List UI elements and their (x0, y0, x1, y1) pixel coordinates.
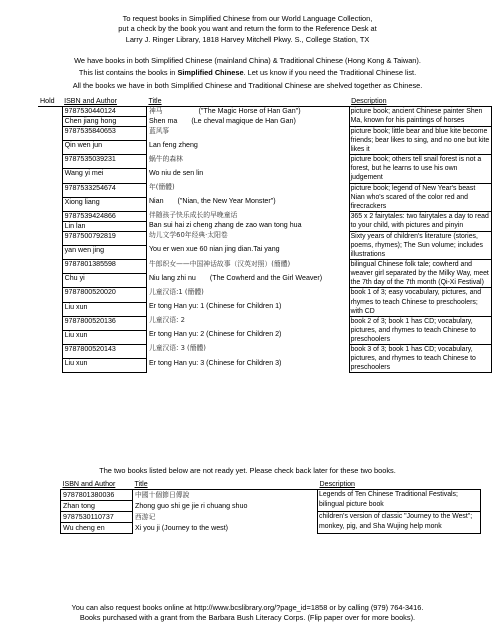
description-cell: book 3 of 3; book 1 has CD; vocabulary, pictures, and rhymes to teach Chinese to preschoolers (349, 344, 491, 372)
pinyin-cell (146, 359, 349, 373)
title-cell (146, 127, 349, 141)
pinyin-cell (146, 245, 349, 259)
pinyin-cell (146, 221, 349, 231)
table-row (38, 344, 492, 358)
author-cell: Qin wen jun (62, 141, 146, 155)
footer-line: Books purchased with a grant from the Barbara Bush Literacy Corps. (Flip paper over for more books). (79, 613, 416, 623)
author-cell: Xiong liang (62, 197, 146, 211)
info-line-2-pre: This list contains the books in (78, 68, 178, 78)
hold-checkbox-cell[interactable] (38, 260, 62, 288)
description-cell: Legends of Ten Chinese Traditional Festivals; bilingual picture book (318, 490, 481, 512)
table-row (38, 183, 492, 197)
title-cell (146, 316, 349, 330)
pinyin-cell (146, 117, 349, 127)
table-header-row (61, 479, 481, 490)
pinyin-title: Er tong Han yu: 2 (Chinese for Children 2) (148, 330, 282, 339)
author-cell: yan wen jing (62, 245, 146, 259)
table-row (38, 260, 492, 274)
pinyin-title: Wo niu de sen lin (148, 168, 204, 177)
table-row (61, 512, 481, 523)
title-cell (146, 211, 349, 221)
description-cell: Sixty years of children's literature (stories, poems, rhymes); The Sun volume; includes illustrations (349, 231, 491, 259)
info-line-2-bold: Simplified Chinese (177, 68, 244, 78)
description-cell: bilingual Chinese folk tale; cowherd and weaver girl separated by the Milky Way, meet the 7th day of the 7th month (Qi-Xi Festival) (349, 260, 491, 288)
table-row (38, 107, 492, 117)
pinyin-title: Xi you ji (Journey to the west) (135, 523, 229, 532)
isbn-cell: 9787801380036 (61, 490, 133, 501)
description-cell: children's version of classic "Journey to the West"; monkey, pig, and Sha Wujing help monk (318, 512, 481, 534)
intro-line: Larry J. Ringer Library, 1818 Harvey Mitchell Pkwy. S., College Station, TX (125, 34, 370, 44)
isbn-cell: 9787535840653 (62, 127, 146, 141)
author-cell: Chen jiang hong (62, 117, 146, 127)
pinyin-cell (146, 197, 349, 211)
pinyin-translation: (The Cowherd and the Girl Weaver) (209, 273, 323, 282)
chinese-title: 年(簡體) (148, 183, 175, 192)
description-header: Description (349, 97, 491, 107)
hold-checkbox-cell[interactable] (38, 127, 62, 155)
author-cell: Zhan tong (61, 501, 133, 512)
isbn-cell: 9787530110737 (61, 512, 133, 523)
intro-line: To request books in Simplified Chinese from our World Language Collection, (122, 14, 373, 23)
upcoming-books-table (60, 479, 481, 534)
chinese-title: 西游记 (135, 512, 156, 521)
upcoming-body (61, 490, 481, 534)
pinyin-title: Shen ma (148, 116, 178, 125)
title-header: Title (133, 479, 318, 490)
chinese-title: 伴随孩子快乐成长的早晚童话 (148, 211, 238, 220)
pinyin-title: Er tong Han yu: 3 (Chinese for Children 3) (148, 358, 282, 367)
hold-checkbox-cell[interactable] (38, 288, 62, 316)
chinese-title: 中國十個節日傳說 (135, 491, 190, 499)
description-cell: book 2 of 3; book 1 has CD; vocabulary, pictures, and rhymes to teach Chinese to preschoolers (349, 316, 491, 344)
table-row (38, 155, 492, 169)
english-title: ("The Magic Horse of Han Gan") (198, 107, 301, 115)
chinese-title: 儿童汉语: 2 (148, 316, 185, 325)
pinyin-cell (146, 302, 349, 316)
info-line-1: We have books in both Simplified Chinese (mainland China) & Traditional Chinese (Hong Kong & Taiwan). (74, 56, 421, 65)
table-row (38, 127, 492, 141)
title-cell (146, 231, 349, 245)
pinyin-title: You er wen xue 60 nian jing dian.Tai yang (148, 245, 280, 254)
pinyin-cell (146, 274, 349, 288)
pinyin-title: Nian (148, 197, 164, 206)
chinese-title: 蓝风筝 (148, 126, 170, 135)
pinyin-cell (146, 330, 349, 344)
isbn-cell: 9787800520020 (62, 288, 146, 302)
title-cell (146, 260, 349, 274)
author-cell: Liu xun (62, 302, 146, 316)
hold-checkbox-cell[interactable] (38, 211, 62, 231)
chinese-title: 蜗牛的森林 (148, 154, 183, 163)
author-cell: Liu xun (62, 359, 146, 373)
info-line-3: All the books we have in both Simplified Chinese and Traditional Chinese are shelved together as Chinese. (72, 80, 423, 90)
title-cell (146, 344, 349, 358)
description-header: Description (318, 479, 481, 490)
table-row (38, 316, 492, 330)
chinese-title: 牛郎织女——中国神话故事（汉英对照）(簡體) (148, 259, 291, 268)
isbn-cell: 9787539424866 (62, 211, 146, 221)
title-cell (146, 155, 349, 169)
description-cell: picture book; others tell snail forest is not a forest, but he learns to use his own judgement (349, 155, 491, 183)
author-cell: Chu yi (62, 274, 146, 288)
author-cell: Lin lan (62, 221, 146, 231)
pinyin-cell (146, 169, 349, 183)
info-paragraph (0, 55, 495, 92)
pinyin-title: Ban sui hai zi cheng zhang de zao wan tong hua (148, 221, 302, 230)
description-cell: 365 x 2 fairytales: two fairytales a day to read to your child, with pictures and pinyin (349, 211, 491, 231)
description-cell: book 1 of 3; easy vocabulary, pictures, and rhymes to teach Chinese to preschoolers; with CD (349, 288, 491, 316)
title-cell (146, 107, 349, 117)
books-body (38, 107, 492, 373)
info-line-2-post: . Let us know if you need the Traditional Chinese list. (243, 68, 417, 78)
table-row (38, 211, 492, 221)
hold-checkbox-cell[interactable] (38, 344, 62, 372)
table-row (38, 231, 492, 245)
hold-checkbox-cell[interactable] (38, 231, 62, 259)
author-cell: Wang yi mei (62, 169, 146, 183)
hold-checkbox-cell[interactable] (38, 155, 62, 183)
description-cell: picture book; little bear and blue kite become friends; bear likes to sing, and no one but kite likes it (349, 127, 491, 155)
chinese-title: 儿童汉语: 3 (簡體) (148, 344, 206, 353)
hold-checkbox-cell[interactable] (38, 107, 62, 127)
pinyin-title: Niu lang zhi nu (148, 273, 196, 282)
pinyin-cell (146, 141, 349, 155)
footer-line: You can also request books online at http://www.bcslibrary.org/?page_id=1858 or by calling (979) 764-3416. (71, 603, 424, 612)
isbn-cell: 9787535039231 (62, 155, 146, 169)
chinese-title: 幼儿文学60年经典·太阳卷 (148, 231, 228, 240)
isbn-cell: 9787530440124 (62, 107, 146, 117)
title-cell (146, 183, 349, 197)
isbn-header: ISBN and Author (62, 97, 146, 107)
chinese-title: 神马 (148, 107, 163, 115)
chinese-title: 儿童汉语:1 (簡體) (148, 287, 204, 296)
pinyin-title: Lan feng zheng (148, 140, 198, 149)
hold-checkbox-cell[interactable] (38, 316, 62, 344)
pinyin-translation: (Le cheval magique de Han Gan) (191, 116, 296, 125)
isbn-header: ISBN and Author (61, 479, 133, 490)
author-cell: Wu cheng en (61, 523, 133, 534)
pinyin-title: Zhong guo shi ge jie ri chuang shuo (135, 501, 248, 510)
info-line-2 (0, 67, 495, 79)
isbn-cell: 9787500792819 (62, 231, 146, 245)
isbn-cell: 9787533254674 (62, 183, 146, 197)
description-cell: picture book; ancient Chinese painter Shen Ma, known for his paintings of horses (349, 107, 491, 127)
intro-line: put a check by the book you want and return the form to the Reference Desk at (118, 24, 377, 34)
pinyin-translation: ("Nian, the New Year Monster") (177, 197, 276, 206)
table-row (38, 288, 492, 302)
pinyin-title: Er tong Han yu: 1 (Chinese for Children 1) (148, 302, 282, 311)
hold-checkbox-cell[interactable] (38, 183, 62, 211)
title-header: Title (146, 97, 349, 107)
author-cell: Liu xun (62, 330, 146, 344)
isbn-cell: 9787800520136 (62, 316, 146, 330)
table-row (61, 490, 481, 501)
simplified-books-table (38, 97, 492, 373)
table-header-row (38, 97, 492, 107)
intro-text (0, 14, 495, 45)
isbn-cell: 9787800520143 (62, 344, 146, 358)
not-ready-note: The two books listed below are not ready yet. Please check back later for these two books. (99, 466, 396, 475)
footer-text (0, 603, 495, 624)
title-cell (146, 288, 349, 302)
hold-header: Hold (38, 97, 62, 107)
description-cell: picture book; legend of New Year's beast Nian who's scared of the color red and firecrackers (349, 183, 491, 211)
isbn-cell: 9787801385598 (62, 260, 146, 274)
